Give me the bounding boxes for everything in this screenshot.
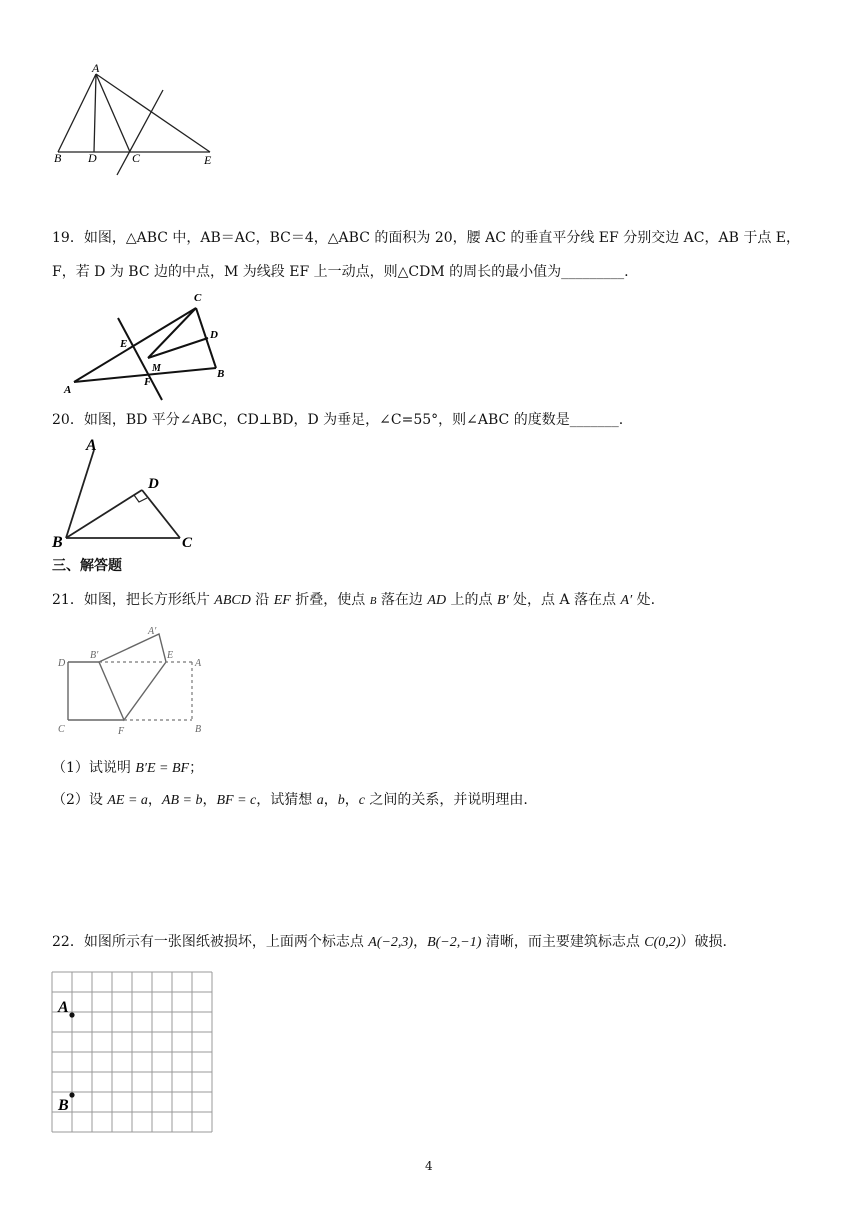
fig21-label-aprime: A′ bbox=[148, 626, 157, 637]
fig21-label-f: F bbox=[118, 726, 125, 737]
q21-part: 处，点 A 落在点 bbox=[508, 592, 621, 608]
fig21-label-bprime: B′ bbox=[90, 650, 99, 661]
fig21-label-d: D bbox=[58, 658, 66, 669]
q21-var-a: a bbox=[316, 793, 324, 808]
q21-sub2-comma: ， bbox=[323, 792, 338, 808]
q21-var-c: c bbox=[358, 793, 365, 808]
q21-var-b: b bbox=[337, 793, 345, 808]
grid-point-a bbox=[69, 1012, 74, 1017]
fig19-label-c: C bbox=[194, 292, 202, 304]
figure-22-grid bbox=[52, 972, 216, 1136]
q22-mid: 清晰，而主要建筑标志点 bbox=[481, 934, 645, 950]
page-number: 4 bbox=[425, 1159, 433, 1173]
q21-ap: A′ bbox=[620, 593, 633, 608]
grid-point-b bbox=[69, 1092, 74, 1097]
q21-sub1-eq: B′E = BF bbox=[135, 761, 190, 776]
fig21-label-c: C bbox=[58, 724, 65, 735]
fig20-label-c: C bbox=[182, 535, 193, 551]
q21-part: 处. bbox=[632, 592, 656, 608]
q22-text bbox=[52, 932, 727, 953]
q21-abcd: ABCD bbox=[214, 593, 251, 608]
q21-sub2-eq3: BF = c bbox=[216, 793, 257, 808]
q21-part: 沿 bbox=[250, 592, 274, 608]
q21-sub1-post: ； bbox=[189, 760, 204, 776]
fig19-label-e: E bbox=[120, 338, 128, 350]
q21-part: 上的点 bbox=[446, 592, 497, 608]
q21-bp: B′ bbox=[496, 593, 509, 608]
q22-point-c: C(0,2) bbox=[644, 935, 681, 950]
q21-sub2 bbox=[52, 790, 528, 811]
fig18-label-b: B bbox=[54, 151, 62, 165]
q20-text: 20．如图，BD 平分∠ABC，CD⊥BD，D 为垂足，∠C=55°，则∠ABC 的度数是_______. bbox=[52, 412, 624, 428]
q22-end: ）破损. bbox=[680, 934, 727, 950]
figure-19 bbox=[60, 290, 240, 400]
fig19-label-a: A bbox=[64, 384, 72, 396]
q22-comma: ， bbox=[413, 934, 428, 950]
q21-sub2-end: 之间的关系，并说明理由. bbox=[364, 792, 528, 808]
fig19-label-f: F bbox=[144, 376, 152, 388]
q22-point-b: B(−2,−1) bbox=[427, 935, 482, 950]
section-heading: 三、解答题 bbox=[52, 558, 122, 574]
fig18-label-a: A bbox=[92, 61, 100, 75]
fig18-label-e: E bbox=[204, 153, 212, 167]
grid-label-b: B bbox=[58, 1097, 69, 1114]
q21-sub2-comma: ， bbox=[147, 792, 162, 808]
q21-sub2-eq2: AB = b bbox=[161, 793, 203, 808]
fig18-label-d: D bbox=[88, 151, 97, 165]
fig18-label-c: C bbox=[132, 151, 141, 165]
q21-sub2-comma: ， bbox=[202, 792, 217, 808]
q21-sub1-pre: （1）试说明 bbox=[52, 760, 136, 776]
fig19-label-b: B bbox=[217, 368, 225, 380]
grid-label-a: A bbox=[58, 999, 69, 1016]
q22-point-a: A(−2,3) bbox=[368, 935, 414, 950]
figure-18 bbox=[50, 60, 250, 180]
q21-part: 折叠，使点 bbox=[290, 592, 370, 608]
q19-line2: F，若 D 为 BC 边的中点，M 为线段 EF 上一动点，则△CDM 的周长的最小值为_________. bbox=[52, 264, 629, 280]
q21-ef: EF bbox=[273, 593, 291, 608]
q19-line1: 19．如图，△ABC 中，AB＝AC，BC＝4，△ABC 的面积为 20，腰 AC 的垂直平分线 EF 分别交边 AC，AB 于点 E， bbox=[52, 230, 800, 246]
figure-21 bbox=[56, 622, 216, 742]
q21-text bbox=[52, 590, 655, 611]
q21-ad: AD bbox=[427, 593, 447, 608]
q21-b: B bbox=[369, 595, 377, 607]
q21-sub2-pre: （2）设 bbox=[52, 792, 108, 808]
q21-sub2-mid: ，试猜想 bbox=[256, 792, 317, 808]
fig19-label-d: D bbox=[210, 329, 218, 341]
fig21-label-a: A bbox=[195, 658, 202, 669]
fig21-label-b: B bbox=[195, 724, 202, 735]
fig20-label-a: A bbox=[86, 437, 97, 454]
fig20-label-d: D bbox=[148, 476, 159, 492]
fig21-label-e: E bbox=[167, 650, 174, 661]
figure-20 bbox=[50, 437, 210, 551]
q21-sub2-comma: ， bbox=[344, 792, 359, 808]
fig20-label-b: B bbox=[52, 534, 63, 551]
q21-part: 落在边 bbox=[376, 592, 428, 608]
q21-sub1 bbox=[52, 758, 203, 779]
q21-sub2-eq1: AE = a bbox=[107, 793, 148, 808]
fig19-label-m: M bbox=[152, 363, 161, 374]
q21-part: 21．如图，把长方形纸片 bbox=[52, 592, 215, 608]
q22-pre: 22．如图所示有一张图纸被损坏，上面两个标志点 bbox=[52, 934, 369, 950]
